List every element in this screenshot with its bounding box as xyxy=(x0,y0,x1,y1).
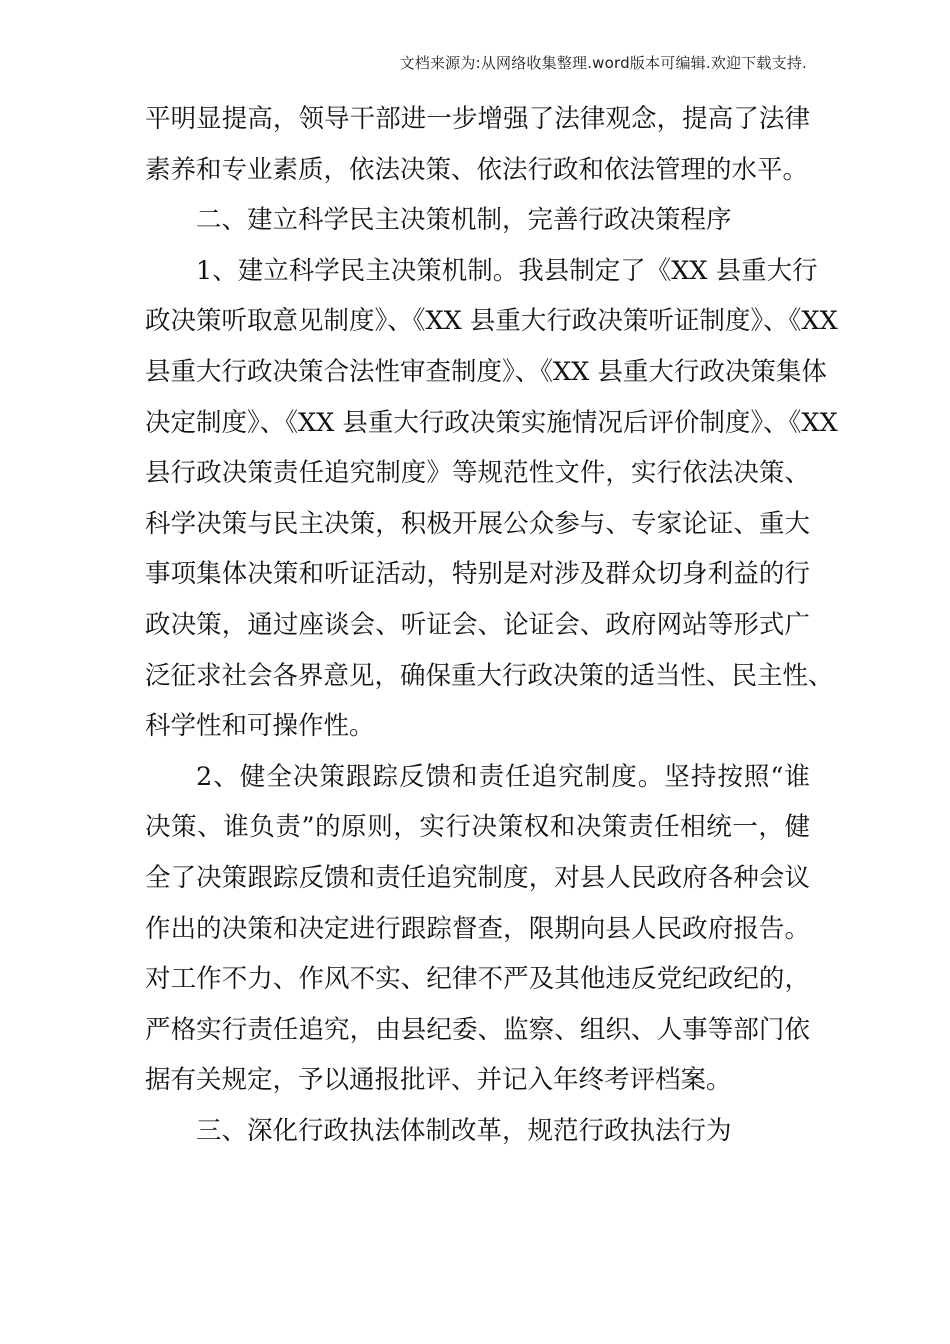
section-heading: 二、建立科学民主决策机制，完善行政决策程序 xyxy=(196,205,732,236)
paragraph-first-line: 2、健全决策跟踪反馈和责任追究制度。坚持按照“谁 xyxy=(196,761,810,792)
text-line: 政决策，通过座谈会、听证会、论证会、政府网站等形式广 xyxy=(145,609,810,640)
text-line: 政决策听取意见制度》、《XX 县重大行政决策听证制度》、《XX xyxy=(145,306,838,337)
text-line: 科学决策与民主决策，积极开展公众参与、专家论证、重大 xyxy=(145,508,810,539)
document-body xyxy=(145,94,838,1156)
text-line: 素养和专业素质，依法决策、依法行政和依法管理的水平。 xyxy=(145,154,809,185)
text-line: 泛征求社会各界意见，确保重大行政决策的适当性、民主性、 xyxy=(145,660,834,691)
text-line: 对工作不力、作风不实、纪律不严及其他违反党纪政纪的， xyxy=(145,964,810,995)
text-line: 全了决策跟踪反馈和责任追究制度，对县人民政府各种会议 xyxy=(145,862,810,893)
text-line: 事项集体决策和听证活动，特别是对涉及群众切身利益的行 xyxy=(145,559,810,590)
page-header-source-note: 文档来源为:从网络收集整理.word版本可编辑.欢迎下载支持. xyxy=(399,54,807,72)
text-line: 县行政决策责任追究制度》等规范性文件，实行依法决策、 xyxy=(145,458,810,489)
text-line: 据有关规定，予以通报批评、并记入年终考评档案。 xyxy=(145,1065,732,1096)
text-line: 严格实行责任追究，由县纪委、监察、组织、人事等部门依 xyxy=(145,1014,810,1045)
text-line: 县重大行政决策合法性审查制度》、《XX 县重大行政决策集体 xyxy=(145,356,827,387)
paragraph-first-line: 1、建立科学民主决策机制。我县制定了《XX 县重大行 xyxy=(196,255,818,286)
section-heading: 三、深化行政执法体制改革，规范行政执法行为 xyxy=(196,1115,732,1146)
text-line: 决策、谁负责”的原则，实行决策权和决策责任相统一，健 xyxy=(145,812,810,843)
text-line: 决定制度》、《XX 县重大行政决策实施情况后评价制度》、《XX xyxy=(145,407,838,438)
text-line: 科学性和可操作性。 xyxy=(145,711,375,742)
text-line: 平明显提高，领导干部进一步增强了法律观念，提高了法律 xyxy=(145,104,810,134)
text-line: 作出的决策和决定进行跟踪督查，限期向县人民政府报告。 xyxy=(145,913,810,944)
